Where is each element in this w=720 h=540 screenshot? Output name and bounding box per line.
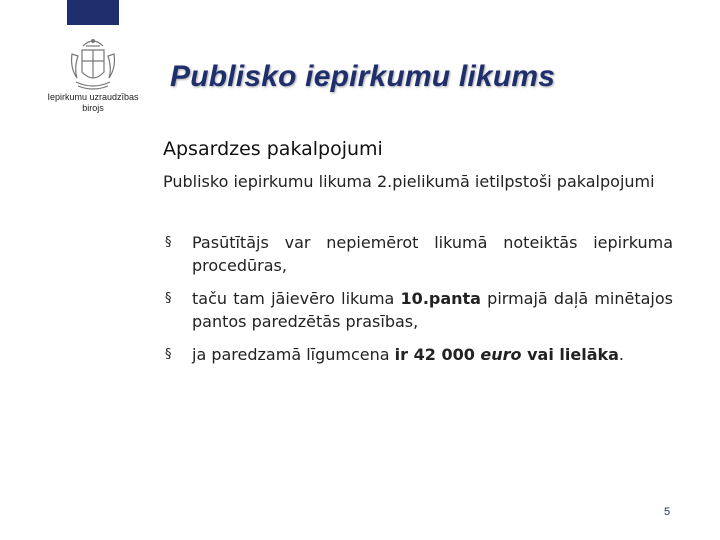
logo-text-line1: Iepirkumu uzraudzības: [47, 92, 139, 102]
logo-text-line2: birojs: [82, 103, 104, 113]
bullet-text: pirmajā daļā minētajos pantos paredzētās prasības,: [192, 289, 673, 331]
page-number: 5: [664, 506, 671, 518]
bullet-text: ja paredzamā līgumcena: [192, 345, 395, 364]
slide-content: [163, 138, 673, 376]
bullet-text: taču tam jāievēro likuma: [192, 289, 401, 308]
bullet-bold-text: ir 42 000: [394, 345, 481, 364]
bullet-text: Pasūtītājs var nepiemērot likumā noteiktās iepirkuma procedūras,: [192, 233, 673, 275]
bullet-list: [163, 231, 673, 366]
bullet-text: .: [618, 345, 625, 364]
coat-of-arms-icon: [68, 34, 118, 92]
list-item: [163, 343, 673, 366]
bullet-bold-text: vai lielāka: [521, 345, 619, 364]
intro-text: Publisko iepirkumu likuma 2.pielikumā ietilpstoši pakalpojumi: [163, 172, 655, 191]
bullet-icon: §: [165, 291, 172, 306]
bullet-bold-text: 10.panta: [400, 289, 481, 308]
bullet-icon: §: [165, 347, 172, 362]
logo: [40, 34, 146, 118]
list-item: [163, 287, 673, 333]
top-accent-bar: [67, 0, 119, 25]
page-title: Publisko iepirkumu likums: [170, 60, 556, 93]
list-item: [163, 231, 673, 277]
bullet-bold-italic-text: euro: [480, 345, 522, 364]
slide-subtitle: Apsardzes pakalpojumi: [163, 138, 383, 160]
bullet-icon: §: [165, 235, 172, 250]
